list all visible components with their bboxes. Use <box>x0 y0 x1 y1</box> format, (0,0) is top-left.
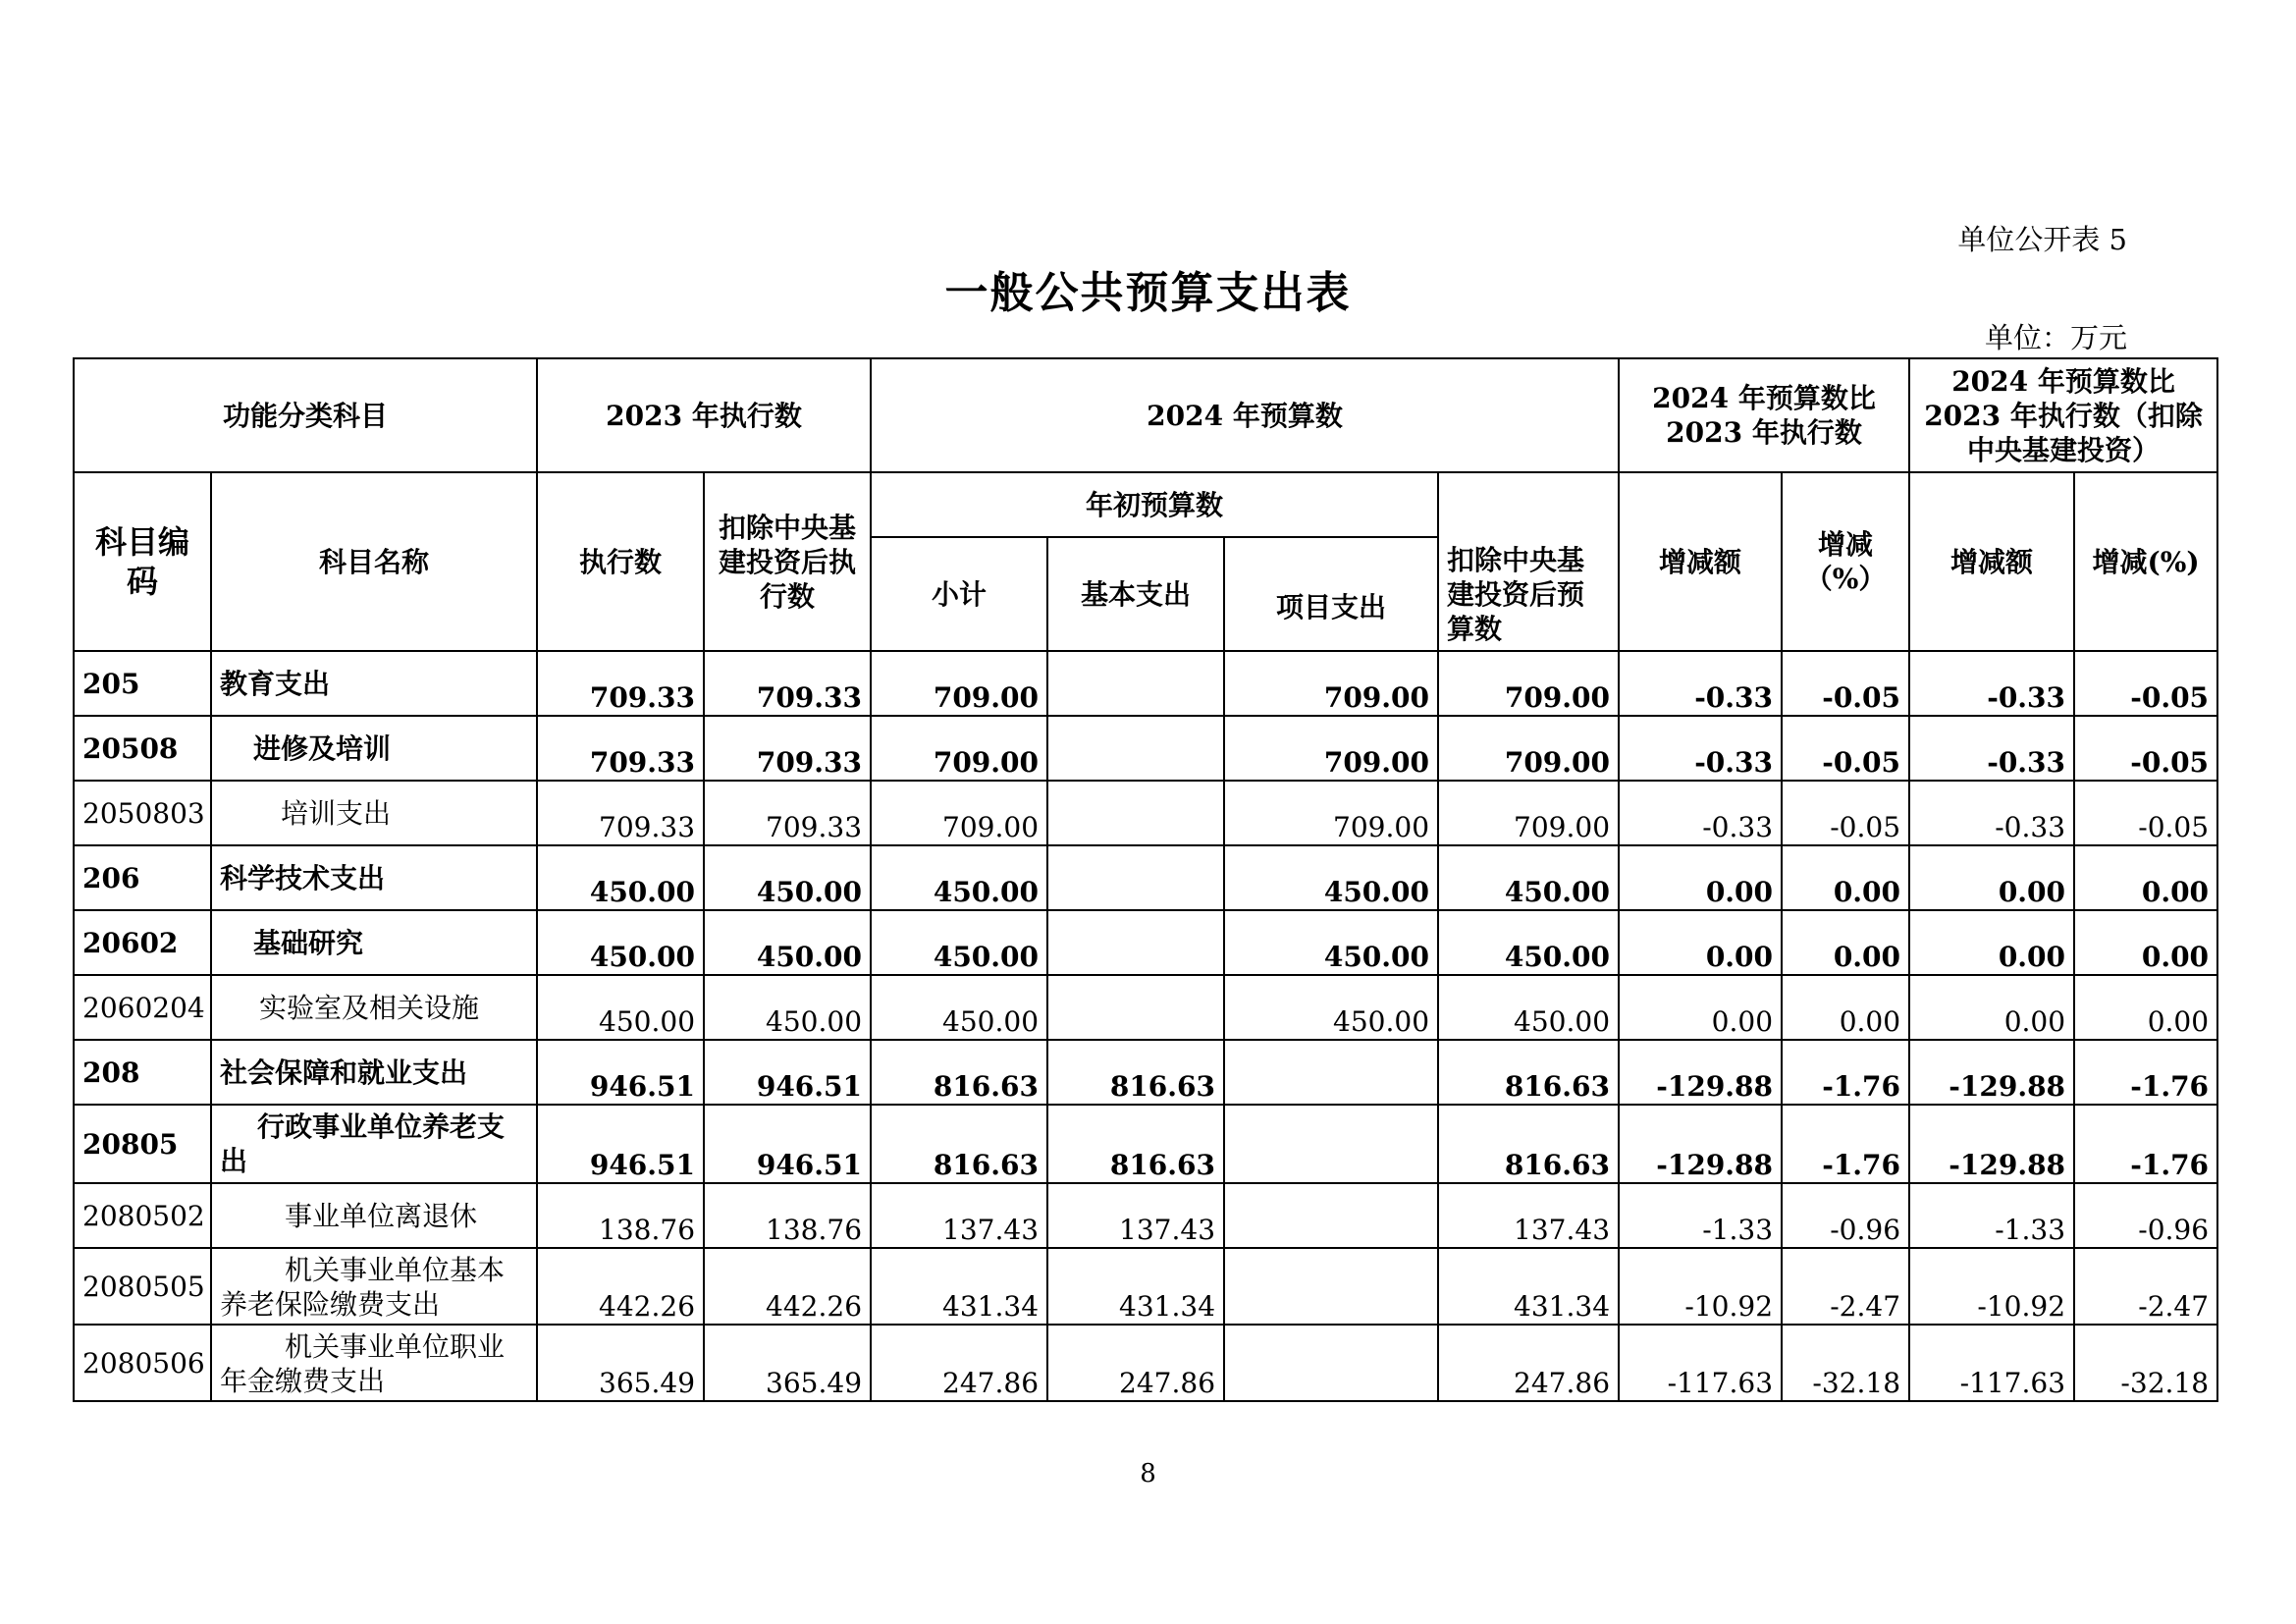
cell-basic: 816.63 <box>1047 1040 1224 1105</box>
cell-change-pct-2: -32.18 <box>2074 1325 2217 1401</box>
table-row <box>74 716 2217 781</box>
cell-project: 450.00 <box>1224 845 1438 910</box>
cell-project: 450.00 <box>1224 975 1438 1040</box>
row-code: 2080505 <box>74 1248 211 1325</box>
cell-budget-excl: 816.63 <box>1438 1040 1619 1105</box>
cell-subtotal: 709.00 <box>871 716 1047 781</box>
cell-project <box>1224 1105 1438 1183</box>
cell-exec-excl: 946.51 <box>704 1040 871 1105</box>
cell-subtotal: 709.00 <box>871 781 1047 845</box>
row-name: 教育支出 <box>211 651 537 716</box>
table-code: 单位公开表 5 <box>1957 223 2127 256</box>
cell-basic: 247.86 <box>1047 1325 1224 1401</box>
cell-project: 450.00 <box>1224 910 1438 975</box>
cell-change-pct: -0.05 <box>1782 651 1909 716</box>
cell-change-2: -117.63 <box>1909 1325 2074 1401</box>
cell-change-2: 0.00 <box>1909 845 2074 910</box>
row-name: 机关事业单位职业年金缴费支出 <box>211 1325 537 1401</box>
cell-project: 709.00 <box>1224 651 1438 716</box>
row-name: 进修及培训 <box>211 716 537 781</box>
cell-change-2: -1.33 <box>1909 1183 2074 1248</box>
cell-change-pct: 0.00 <box>1782 975 1909 1040</box>
cell-change: 0.00 <box>1619 975 1782 1040</box>
cell-budget-excl: 247.86 <box>1438 1325 1619 1401</box>
cell-change-pct: -0.05 <box>1782 716 1909 781</box>
cell-budget-excl: 709.00 <box>1438 651 1619 716</box>
cell-change: -0.33 <box>1619 716 1782 781</box>
cell-change-pct: -32.18 <box>1782 1325 1909 1401</box>
header-code: 科目编码 <box>74 472 211 651</box>
row-code: 2050803 <box>74 781 211 845</box>
row-name: 培训支出 <box>211 781 537 845</box>
row-name: 基础研究 <box>211 910 537 975</box>
row-code: 2080506 <box>74 1325 211 1401</box>
page-number: 8 <box>1140 1459 1156 1489</box>
cell-exec: 946.51 <box>537 1040 704 1105</box>
cell-change: 0.00 <box>1619 845 1782 910</box>
header-basic: 基本支出 <box>1047 537 1224 651</box>
row-code: 20602 <box>74 910 211 975</box>
cell-subtotal: 431.34 <box>871 1248 1047 1325</box>
cell-subtotal: 247.86 <box>871 1325 1047 1401</box>
header-change-pct-2: 增减(%) <box>2074 472 2217 651</box>
cell-budget-excl: 137.43 <box>1438 1183 1619 1248</box>
cell-basic <box>1047 651 1224 716</box>
cell-change-pct-2: -0.96 <box>2074 1183 2217 1248</box>
cell-subtotal: 450.00 <box>871 975 1047 1040</box>
header-exec: 执行数 <box>537 472 704 651</box>
header-compare-exec-excl: 2024 年预算数比 2023 年执行数（扣除中央基建投资） <box>1909 358 2217 472</box>
cell-change: -0.33 <box>1619 651 1782 716</box>
table-row <box>74 845 2217 910</box>
table-row <box>74 781 2217 845</box>
cell-change-2: -0.33 <box>1909 781 2074 845</box>
row-name: 社会保障和就业支出 <box>211 1040 537 1105</box>
table-row <box>74 910 2217 975</box>
table-row <box>74 975 2217 1040</box>
row-name: 机关事业单位基本养老保险缴费支出 <box>211 1248 537 1325</box>
cell-exec: 450.00 <box>537 845 704 910</box>
cell-budget-excl: 709.00 <box>1438 716 1619 781</box>
cell-project <box>1224 1325 1438 1401</box>
cell-exec: 450.00 <box>537 910 704 975</box>
cell-exec: 709.33 <box>537 781 704 845</box>
cell-project <box>1224 1183 1438 1248</box>
header-subtotal: 小计 <box>871 537 1047 651</box>
budget-table <box>73 357 2218 1402</box>
page-title: 一般公共预算支出表 <box>944 268 1352 318</box>
cell-exec-excl: 709.33 <box>704 781 871 845</box>
cell-basic <box>1047 910 1224 975</box>
cell-subtotal: 137.43 <box>871 1183 1047 1248</box>
cell-basic: 431.34 <box>1047 1248 1224 1325</box>
cell-change-pct: -1.76 <box>1782 1105 1909 1183</box>
cell-basic: 816.63 <box>1047 1105 1224 1183</box>
cell-exec: 442.26 <box>537 1248 704 1325</box>
table-row <box>74 1105 2217 1183</box>
cell-exec-excl: 946.51 <box>704 1105 871 1183</box>
header-budget-2024: 2024 年预算数 <box>871 358 1619 472</box>
cell-budget-excl: 709.00 <box>1438 781 1619 845</box>
cell-change-pct-2: -1.76 <box>2074 1105 2217 1183</box>
cell-change-pct: -2.47 <box>1782 1248 1909 1325</box>
cell-subtotal: 816.63 <box>871 1105 1047 1183</box>
row-name: 行政事业单位养老支出 <box>211 1105 537 1183</box>
cell-budget-excl: 431.34 <box>1438 1248 1619 1325</box>
header-exec-excl: 扣除中央基建投资后执行数 <box>704 472 871 651</box>
row-code: 20805 <box>74 1105 211 1183</box>
header-name: 科目名称 <box>211 472 537 651</box>
unit-label: 单位：万元 <box>1984 321 2127 354</box>
cell-change: -129.88 <box>1619 1105 1782 1183</box>
cell-exec: 709.33 <box>537 651 704 716</box>
cell-exec-excl: 450.00 <box>704 845 871 910</box>
row-name: 事业单位离退休 <box>211 1183 537 1248</box>
header-project: 项目支出 <box>1224 537 1438 651</box>
cell-change: -117.63 <box>1619 1325 1782 1401</box>
cell-change-2: 0.00 <box>1909 910 2074 975</box>
row-code: 206 <box>74 845 211 910</box>
cell-budget-excl: 450.00 <box>1438 910 1619 975</box>
header-change-pct: 增减（%） <box>1782 472 1909 651</box>
cell-project: 709.00 <box>1224 716 1438 781</box>
row-name: 实验室及相关设施 <box>211 975 537 1040</box>
cell-project: 709.00 <box>1224 781 1438 845</box>
cell-basic <box>1047 845 1224 910</box>
cell-budget-excl: 816.63 <box>1438 1105 1619 1183</box>
row-code: 20508 <box>74 716 211 781</box>
row-code: 2080502 <box>74 1183 211 1248</box>
cell-subtotal: 450.00 <box>871 845 1047 910</box>
cell-exec: 365.49 <box>537 1325 704 1401</box>
cell-exec: 138.76 <box>537 1183 704 1248</box>
table-row <box>74 1248 2217 1325</box>
row-code: 205 <box>74 651 211 716</box>
cell-change-2: -10.92 <box>1909 1248 2074 1325</box>
cell-change-2: -0.33 <box>1909 651 2074 716</box>
cell-change: -0.33 <box>1619 781 1782 845</box>
cell-exec-excl: 709.33 <box>704 651 871 716</box>
cell-project <box>1224 1248 1438 1325</box>
cell-budget-excl: 450.00 <box>1438 845 1619 910</box>
cell-change-pct: 0.00 <box>1782 845 1909 910</box>
cell-subtotal: 709.00 <box>871 651 1047 716</box>
cell-subtotal: 816.63 <box>871 1040 1047 1105</box>
cell-change-2: -129.88 <box>1909 1105 2074 1183</box>
cell-change-pct-2: -2.47 <box>2074 1248 2217 1325</box>
cell-change-pct: -0.96 <box>1782 1183 1909 1248</box>
header-change-amount-2: 增减额 <box>1909 472 2074 651</box>
cell-change-pct-2: 0.00 <box>2074 975 2217 1040</box>
table-row <box>74 651 2217 716</box>
cell-change-pct-2: -0.05 <box>2074 716 2217 781</box>
header-change-amount: 增减额 <box>1619 472 1782 651</box>
header-func-category: 功能分类科目 <box>74 358 537 472</box>
cell-budget-excl: 450.00 <box>1438 975 1619 1040</box>
header-exec-2023: 2023 年执行数 <box>537 358 871 472</box>
cell-project <box>1224 1040 1438 1105</box>
cell-subtotal: 450.00 <box>871 910 1047 975</box>
row-code: 208 <box>74 1040 211 1105</box>
table-row <box>74 1183 2217 1248</box>
cell-change: 0.00 <box>1619 910 1782 975</box>
cell-basic <box>1047 781 1224 845</box>
cell-change-pct: -1.76 <box>1782 1040 1909 1105</box>
cell-change-pct: 0.00 <box>1782 910 1909 975</box>
cell-exec: 946.51 <box>537 1105 704 1183</box>
cell-basic <box>1047 975 1224 1040</box>
cell-change-pct-2: -0.05 <box>2074 781 2217 845</box>
cell-exec-excl: 138.76 <box>704 1183 871 1248</box>
cell-change-2: -0.33 <box>1909 716 2074 781</box>
cell-change-pct-2: 0.00 <box>2074 910 2217 975</box>
row-name: 科学技术支出 <box>211 845 537 910</box>
cell-exec-excl: 365.49 <box>704 1325 871 1401</box>
cell-exec: 450.00 <box>537 975 704 1040</box>
cell-basic: 137.43 <box>1047 1183 1224 1248</box>
cell-change: -10.92 <box>1619 1248 1782 1325</box>
cell-change-2: -129.88 <box>1909 1040 2074 1105</box>
header-budget-excl: 扣除中央基建投资后预算数 <box>1438 472 1619 651</box>
cell-exec-excl: 450.00 <box>704 975 871 1040</box>
header-initial-budget: 年初预算数 <box>871 472 1438 537</box>
cell-change: -1.33 <box>1619 1183 1782 1248</box>
table-row <box>74 1040 2217 1105</box>
row-code: 2060204 <box>74 975 211 1040</box>
cell-change-pct-2: -1.76 <box>2074 1040 2217 1105</box>
cell-change: -129.88 <box>1619 1040 1782 1105</box>
cell-exec-excl: 450.00 <box>704 910 871 975</box>
table-row <box>74 1325 2217 1401</box>
cell-exec-excl: 442.26 <box>704 1248 871 1325</box>
cell-basic <box>1047 716 1224 781</box>
cell-change-pct-2: 0.00 <box>2074 845 2217 910</box>
cell-exec: 709.33 <box>537 716 704 781</box>
cell-change-pct-2: -0.05 <box>2074 651 2217 716</box>
cell-change-pct: -0.05 <box>1782 781 1909 845</box>
header-compare-exec: 2024 年预算数比 2023 年执行数 <box>1619 358 1909 472</box>
cell-change-2: 0.00 <box>1909 975 2074 1040</box>
cell-exec-excl: 709.33 <box>704 716 871 781</box>
